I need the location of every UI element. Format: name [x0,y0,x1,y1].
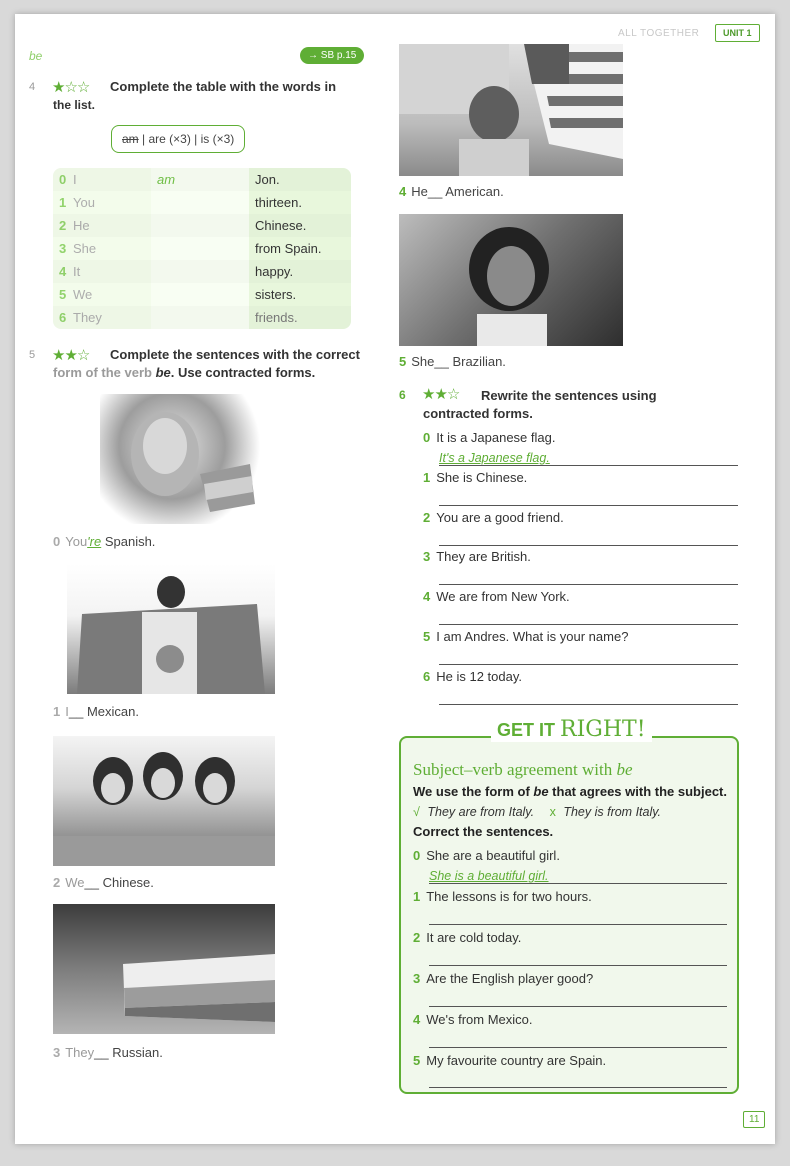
american-flag-icon [399,44,623,176]
unit-badge: UNIT 1 [715,24,760,42]
photo-man-mexican-flag [67,564,275,694]
table-verb-cell[interactable] [151,306,249,329]
table-complement: sisters. [249,283,351,306]
table-subject: We [73,287,93,302]
table-verb-cell[interactable] [151,237,249,260]
word-list-used-word: am [122,132,139,146]
workbook-page [15,14,775,1144]
git-item-3: 3 Are the English player good? [413,971,594,986]
answer-line[interactable] [439,545,738,546]
photo-woman-spanish-flag [100,394,260,524]
answer-line[interactable] [429,1006,727,1007]
page-number: 11 [743,1111,765,1128]
answer-line[interactable] [429,1087,727,1088]
get-it-right-title: GET IT RIGHT! [491,717,652,742]
ex4-title-line2: the list. [53,98,96,112]
git-item-4: 4 We's from Mexico. [413,1012,533,1027]
ex6-item-1: 1 She is Chinese. [423,470,528,485]
answer-line[interactable] [439,664,738,665]
table-subject: You [73,195,95,210]
get-it-right-heading: Subject–verb agreement with be [413,760,633,779]
ex5-caption-5: 5 She__ Brazilian. [399,354,506,369]
ex5-title-line1: Complete the sentences with the correct [110,347,360,362]
spanish-flag-icon [100,394,260,524]
ex6-item-2: 2 You are a good friend. [423,510,564,525]
ex6-difficulty-stars: ★★☆ [422,386,460,403]
git-item-5: 5 My favourite country are Spain. [413,1053,607,1068]
table-subject: It [73,264,81,279]
get-it-right-rule: We use the form of be that agrees with the subject. [413,784,727,799]
ex6-item-3: 3 They are British. [423,549,531,564]
table-verb-cell[interactable]: am [151,168,249,191]
table-row: 4 It happy. [53,260,351,283]
brazilian-flag-icon [399,214,623,346]
running-title: ALL TOGETHER [618,28,700,39]
people-icon [53,736,275,866]
ex5-caption-1: 1 I__ Mexican. [53,704,139,719]
answer-line[interactable] [439,704,738,705]
ex6-item-0: 0 It is a Japanese flag. [423,430,556,445]
ex6-title-line1: Rewrite the sentences using [481,388,657,403]
ex6-item-6: 6 He is 12 today. [423,669,522,684]
get-it-right-examples: √ They are from Italy. x They is from Italy. [413,805,662,819]
ex5-caption-3: 3 They__ Russian. [53,1045,163,1060]
table-subject: He [73,218,90,233]
table-subject: They [73,310,102,325]
table-verb-cell[interactable] [151,283,249,306]
git-item-0: 0 She are a beautiful girl. [413,848,560,863]
table-row: 3 She from Spain. [53,237,351,260]
answer-line[interactable] [439,624,738,625]
answer-line[interactable] [429,924,727,925]
answer-line[interactable] [429,965,727,966]
russian-flag-icon [53,904,275,1034]
table-complement: from Spain. [249,237,351,260]
get-it-right-box [399,736,739,1094]
ex4-title-line1: Complete the table with the words in [110,79,337,94]
ex5-caption-0: 0 You're Spanish. [53,534,156,549]
get-it-right-instruction: Correct the sentences. [413,824,554,839]
photo-woman-brazilian-flag [399,214,623,346]
section-label: be [29,49,43,63]
git-answer-0: She is a beautiful girl. [429,869,549,883]
mexican-flag-icon [67,564,275,694]
ex6-item-5: 5 I am Andres. What is your name? [423,629,629,644]
table-row: 6 They friends. [53,306,351,329]
answer-line[interactable] [439,584,738,585]
table-complement: happy. [249,260,351,283]
git-item-1: 1 The lessons is for two hours. [413,889,592,904]
table-complement: Jon. [249,168,351,191]
ex5-caption-4: 4 He__ American. [399,184,504,199]
ex5-title-line2: form of the verb be. Use contracted forms. [53,365,316,380]
answer-line[interactable] [429,883,727,884]
table-verb-cell[interactable] [151,260,249,283]
table-complement: thirteen. [249,191,351,214]
table-subject: She [73,241,97,256]
photo-boy-american-flag [399,44,623,176]
ex4-difficulty-stars: ★☆☆ [52,79,90,96]
table-complement: Chinese. [249,214,351,237]
table-row: 2 He Chinese. [53,214,351,237]
answer-line[interactable] [429,1047,727,1048]
check-icon: √ [413,805,420,819]
table-subject: I [73,172,77,187]
ex6-title-line2: contracted forms. [423,406,533,421]
git-item-2: 2 It are cold today. [413,930,522,945]
ex4-number: 4 [29,81,36,93]
answer-line[interactable] [439,465,738,466]
table-row: 1 You thirteen. [53,191,351,214]
table-row: 5 We sisters. [53,283,351,306]
photo-russian-fans [53,904,275,1034]
answer-line[interactable] [439,505,738,506]
be-table [53,168,351,329]
table-row: 0 I am Jon. [53,168,351,191]
table-verb-cell[interactable] [151,191,249,214]
ex5-difficulty-stars: ★★☆ [52,347,90,364]
table-verb-cell[interactable] [151,214,249,237]
student-book-reference: → SB p.15 [300,47,364,64]
ex5-number: 5 [29,349,36,361]
word-list-remaining: | are (×3) | is (×3) [138,132,235,146]
photo-three-women [53,736,275,866]
ex6-number: 6 [399,388,406,402]
ex5-caption-2: 2 We__ Chinese. [53,875,154,890]
table-complement: friends. [249,306,351,329]
ex6-item-4: 4 We are from New York. [423,589,570,604]
ex6-answer-0: It's a Japanese flag. [439,451,550,465]
cross-icon: x [549,805,556,819]
word-list-box [111,125,245,153]
